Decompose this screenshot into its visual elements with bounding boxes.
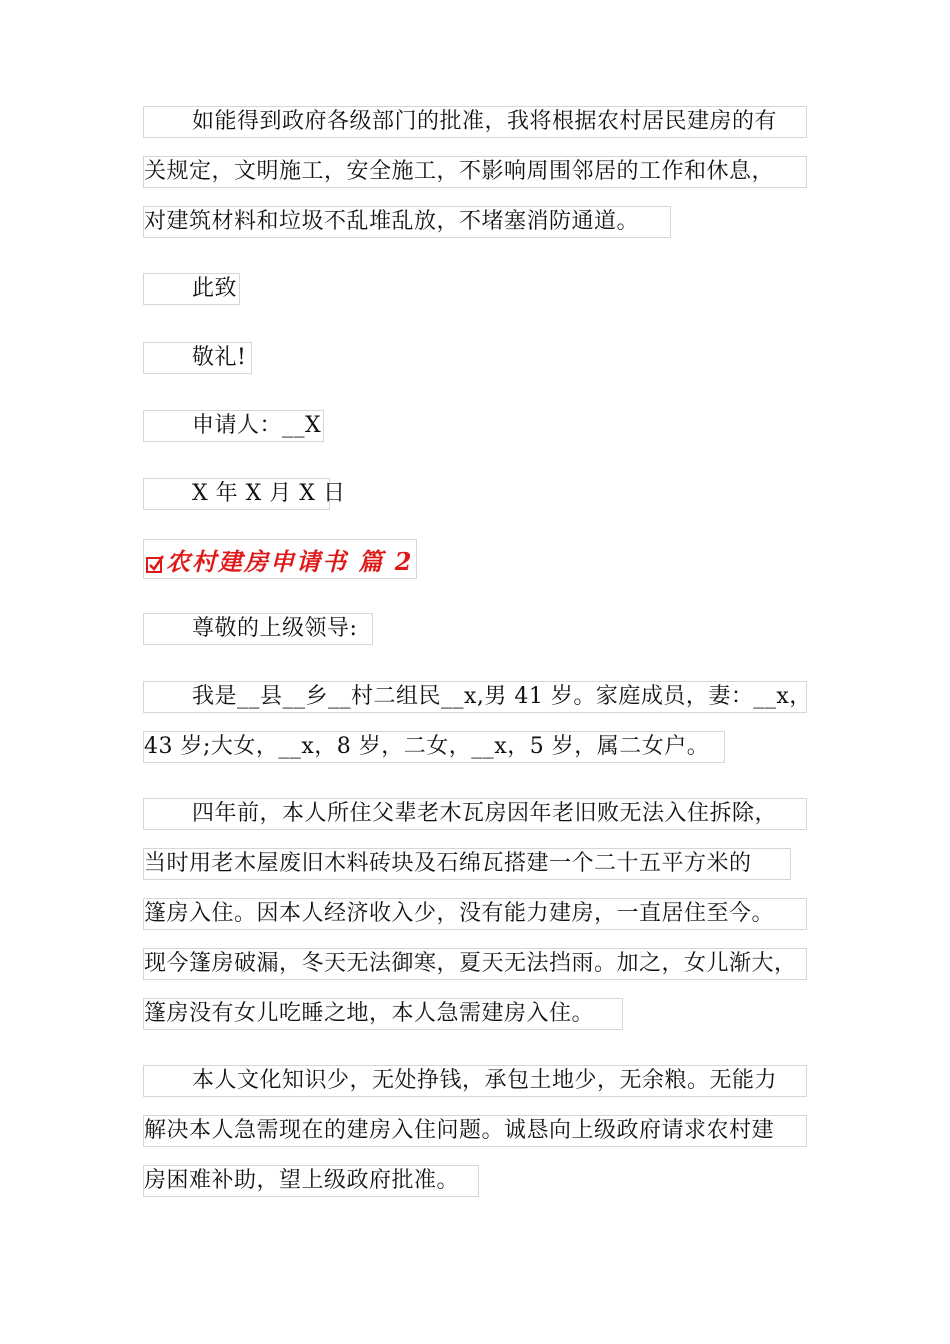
closing-line: 敬礼!: [143, 342, 252, 374]
applicant-line: 申请人：__X: [143, 410, 324, 442]
section-heading: [143, 539, 417, 579]
salutation-line: 尊敬的上级领导:: [143, 613, 373, 645]
paragraph-line: 关规定，文明施工，安全施工，不影响周围邻居的工作和休息，: [143, 156, 807, 188]
paragraph-line: 对建筑材料和垃圾不乱堆乱放，不堵塞消防通道。: [143, 206, 671, 238]
date-line: X 年 X 月 X 日: [143, 478, 330, 510]
paragraph-line: 如能得到政府各级部门的批准，我将根据农村居民建房的有: [143, 106, 807, 138]
paragraph-line: 解决本人急需现在的建房入住问题。诚恳向上级政府请求农村建: [143, 1115, 807, 1147]
section-heading-title: 农村建房申请书 篇 2: [166, 546, 414, 576]
paragraph-line: 本人文化知识少，无处挣钱，承包土地少，无余粮。无能力: [143, 1065, 807, 1097]
paragraph-line: 现今篷房破漏，冬天无法御寒，夏天无法挡雨。加之，女儿渐大，: [143, 948, 807, 980]
paragraph-line: 我是__县__乡__村二组民__x,男 41 岁。家庭成员，妻：__x，: [143, 681, 807, 713]
paragraph-line: 43 岁;大女，__x，8 岁，二女，__x，5 岁，属二女户。: [143, 731, 725, 763]
paragraph-line: 房困难补助，望上级政府批准。: [143, 1165, 479, 1197]
paragraph-line: 篷房入住。因本人经济收入少，没有能力建房，一直居住至今。: [143, 898, 807, 930]
closing-line: 此致: [143, 273, 240, 305]
paragraph-line: 篷房没有女儿吃睡之地，本人急需建房入住。: [143, 998, 623, 1030]
paragraph-line: 四年前，本人所住父辈老木瓦房因年老旧败无法入住拆除，: [143, 798, 807, 830]
paragraph-line: 当时用老木屋废旧木料砖块及石绵瓦搭建一个二十五平方米的: [143, 848, 791, 880]
checkbox-checked-icon: [146, 550, 164, 568]
